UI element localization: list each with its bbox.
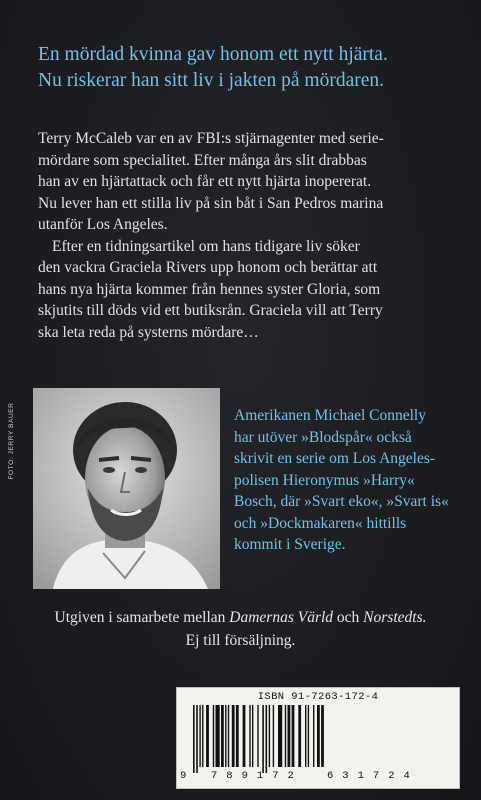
synopsis-line: Nu lever han ett stilla liv på sin båt i San Pedros marina xyxy=(38,194,384,212)
barcode-bar xyxy=(288,705,291,767)
barcode-digit-first: 9 xyxy=(180,770,187,782)
synopsis-line: utanför Los Angeles. xyxy=(38,216,168,233)
barcode-bar xyxy=(243,705,246,767)
not-for-sale-note: Ej till försäljning. xyxy=(185,632,296,649)
author-bio-line: polisen Hieronymus »Harry« xyxy=(234,471,415,489)
barcode-bar xyxy=(278,705,282,767)
author-bio-line: skrivit en serie om Los Angeles- xyxy=(234,450,436,467)
barcode-bar xyxy=(216,705,220,767)
barcode-bars xyxy=(189,705,447,773)
barcode-bar xyxy=(321,705,324,767)
barcode-bar xyxy=(285,705,286,767)
author-bio-line: Bosch, där »Svart eko«, »Svart is« xyxy=(234,493,449,510)
barcode-bar xyxy=(308,705,309,767)
barcode-digits-right: 631724 xyxy=(327,770,419,782)
publisher-line xyxy=(0,606,481,629)
barcode-bar xyxy=(292,705,295,767)
author-bio-line: har utöver »Blodspår« också xyxy=(234,428,412,446)
synopsis-line: ska leta reda på systerns mördare… xyxy=(38,323,259,341)
barcode xyxy=(176,687,460,789)
barcode-bar xyxy=(213,705,214,767)
synopsis-line: Terry McCaleb var en av FBI:s stjärnagenter med serie- xyxy=(38,130,384,147)
publisher-name: Norstedts. xyxy=(363,609,427,626)
barcode-bar xyxy=(273,705,274,767)
publisher-conjunction: och xyxy=(333,609,364,626)
author-bio-line: kommit i Sverige. xyxy=(234,536,346,553)
photo-credit: FOTO: JERRY BAUER xyxy=(8,402,15,480)
barcode-bar xyxy=(206,705,209,767)
barcode-bar xyxy=(232,705,235,767)
magazine-name: Damernas Värld xyxy=(229,609,334,626)
barcode-bar xyxy=(221,705,224,767)
author-photo xyxy=(33,388,220,589)
barcode-bar xyxy=(228,705,229,767)
barcode-bar xyxy=(236,705,239,767)
barcode-bar xyxy=(225,705,226,767)
barcode-bar xyxy=(305,705,306,767)
synopsis-line: Efter en tidningsartikel om hans tidigare liv söker xyxy=(52,237,360,255)
tagline-line: En mördad kvinna gav honom ett nytt hjärta. xyxy=(38,44,388,65)
barcode-bar xyxy=(313,705,314,767)
synopsis-line: den vackra Graciela Rivers upp honom och berättar att xyxy=(38,259,378,276)
synopsis-line: mördare som specialitet. Efter många års slit drabbas xyxy=(38,151,367,169)
synopsis-line: hans nya hjärta kommer från hennes syster Gloria, som xyxy=(38,280,381,298)
barcode-bar xyxy=(196,705,198,773)
barcode-bar xyxy=(266,705,268,773)
barcode-bar xyxy=(298,705,301,767)
barcode-bar xyxy=(257,705,258,767)
tagline xyxy=(38,42,458,94)
author-portrait-image xyxy=(33,388,220,589)
author-bio xyxy=(234,405,474,556)
barcode-bar xyxy=(252,705,253,767)
barcode-bar xyxy=(249,705,250,767)
barcode-bar xyxy=(317,705,320,767)
barcode-digits-left: 789172 xyxy=(211,770,303,782)
synopsis xyxy=(38,128,448,343)
barcode-bar xyxy=(193,705,195,773)
author-bio-line: Amerikanen Michael Connelly xyxy=(234,407,426,424)
barcode-bar xyxy=(202,705,203,767)
barcode-bar xyxy=(199,705,200,767)
isbn-label: ISBN 91-7263-172-4 xyxy=(257,691,379,703)
synopsis-line: skjutits till döds vid ett butiksrån. Graciela vill att Terry xyxy=(38,302,383,319)
tagline-line: Nu riskerar han sitt liv i jakten på mördaren. xyxy=(38,70,385,91)
author-bio-line: och »Dockmakaren« hittills xyxy=(234,514,407,532)
barcode-bar xyxy=(269,705,270,767)
barcode-bar xyxy=(262,705,264,773)
publisher-note xyxy=(0,606,481,652)
publisher-prefix: Utgiven i samarbete mellan xyxy=(54,609,230,626)
synopsis-line: han av en hjärtattack och får ett nytt hjärta inopererat. xyxy=(38,173,372,190)
